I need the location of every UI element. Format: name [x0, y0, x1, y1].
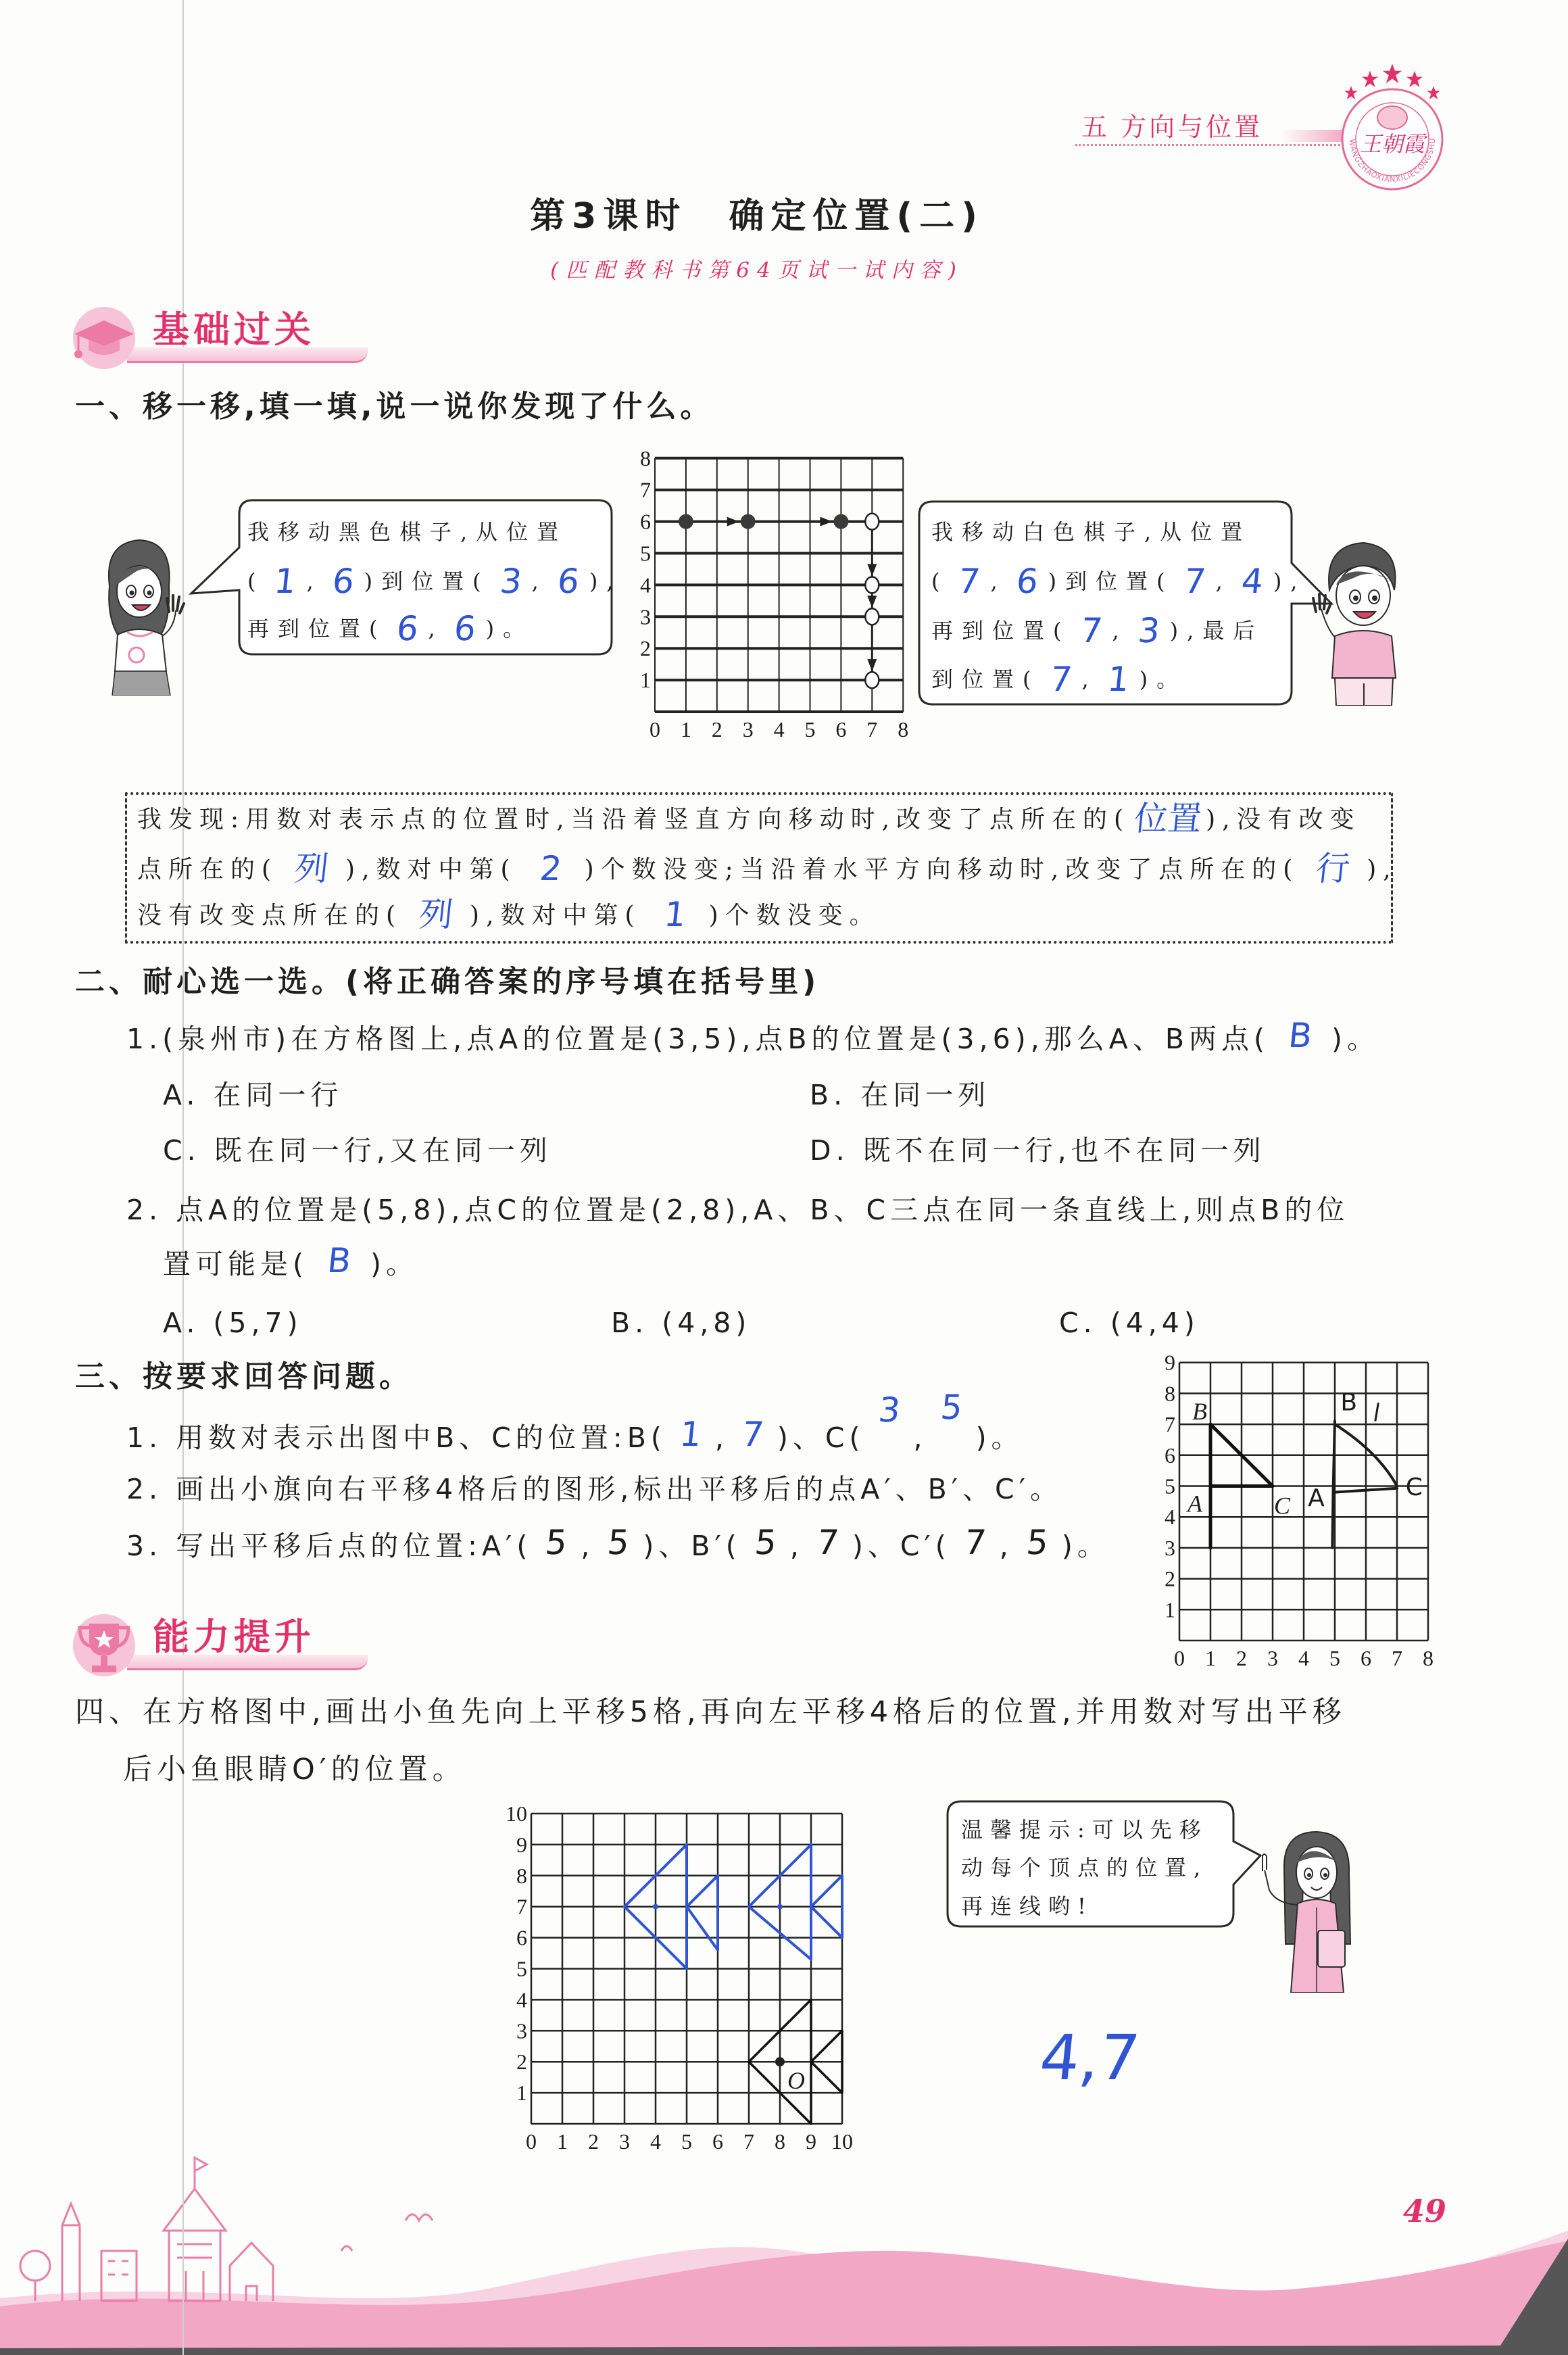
text-segment: , — [306, 568, 322, 594]
star-icon — [1383, 64, 1402, 83]
y-tick-label: 1 — [640, 668, 651, 693]
point-label-c: C — [1273, 1492, 1291, 1520]
unit-title-underline — [1075, 144, 1352, 146]
fish-grid — [506, 1801, 853, 2154]
text-segment: 再到位置( — [931, 618, 1071, 644]
point-label-a: A — [1187, 1490, 1202, 1518]
y-tick-label: 6 — [1165, 1442, 1175, 1467]
answer-blank[interactable]: 2 — [537, 849, 564, 888]
drawn-label-a: A — [1308, 1484, 1325, 1513]
castle-line-art — [20, 2158, 433, 2301]
x-tick-label: 6 — [712, 2129, 723, 2154]
fish-eye — [775, 2057, 785, 2066]
text-segment: , — [999, 1530, 1013, 1562]
q3-item-2: 2. 画出小旗向右平移4格后的图形,标出平移后的点A′、B′、C′。 — [126, 1473, 1062, 1505]
text-segment: ),没有改变 — [1206, 806, 1361, 833]
x-tick-label: 1 — [557, 2129, 568, 2154]
text-segment: ),数对中第( — [345, 856, 517, 883]
y-tick-label: 7 — [516, 1894, 527, 1919]
x-tick-label: 1 — [680, 717, 691, 742]
drawn-fish-tail — [687, 1876, 718, 1950]
girl-bubble-line-3 — [247, 609, 534, 648]
lesson-title: 第3课时 确定位置(二) — [530, 196, 984, 237]
drawn-fish-eye — [777, 1904, 783, 1910]
answer-blank[interactable]: 5 — [752, 1523, 779, 1562]
answer-blank[interactable]: 列 — [416, 895, 456, 934]
x-tick-label: 0 — [1174, 1646, 1185, 1670]
x-tick-label: 8 — [775, 2129, 785, 2154]
text-segment: , — [1112, 618, 1128, 644]
q1-heading: 一、移一移,填一填,说一说你发现了什么。 — [75, 389, 714, 424]
footer-decoration — [0, 2158, 1568, 2355]
tip-line-1: 温馨提示:可以先移 — [961, 1817, 1208, 1843]
x-tick-label: 3 — [1267, 1646, 1278, 1670]
logo-name: 王朝霞 — [1359, 131, 1425, 157]
text-segment: )、C′( — [852, 1530, 951, 1562]
text-segment: 3. 写出平移后点的位置:A′( — [126, 1530, 533, 1562]
tower-flag — [195, 2158, 207, 2189]
x-tick-label: 6 — [835, 717, 847, 742]
q3-item-1 — [126, 1388, 1024, 1455]
girl-illustration — [95, 533, 189, 696]
chess-board-grid — [640, 446, 908, 742]
x-tick-label: 4 — [1298, 1646, 1309, 1670]
star-icon — [1427, 86, 1440, 99]
answer-blank[interactable]: 6 — [451, 609, 478, 648]
text-segment: ),最后 — [1169, 618, 1264, 644]
text-segment: )到位置( — [364, 568, 490, 594]
text-segment: , — [990, 568, 1006, 594]
text-segment: 置可能是( — [163, 1248, 308, 1280]
lesson-subtitle: (匹配教科书第64页试一试内容) — [550, 258, 964, 283]
q3-heading: 三、按要求回答问题。 — [75, 1359, 413, 1394]
text-segment: 1.(泉州市)在方格图上,点A的位置是(3,5),点B的位置是(3,6),那么A、B两点( — [126, 1023, 1269, 1055]
text-segment: 点所在的( — [137, 856, 278, 883]
y-tick-label: 9 — [1165, 1350, 1175, 1375]
q2-item-2-stem-line-2 — [163, 1241, 418, 1281]
text-segment: )个数没变。 — [708, 902, 881, 929]
answer-blank[interactable]: 7 — [956, 562, 983, 601]
y-tick-label: 4 — [640, 573, 651, 598]
tower-roof — [164, 2189, 226, 2231]
answer-blank[interactable]: 6 — [555, 562, 581, 601]
move-arrowhead — [867, 564, 877, 576]
q4-heading-line-2: 后小鱼眼睛O′的位置。 — [123, 1753, 466, 1787]
move-arrowhead — [727, 517, 739, 527]
x-tick-label: 4 — [650, 2129, 661, 2154]
answer-blank[interactable]: 1 — [272, 562, 299, 601]
tip-line-2: 动每个顶点的位置, — [961, 1855, 1208, 1880]
text-segment: )到位置( — [1048, 568, 1174, 594]
answer-blank[interactable]: 1 — [1105, 660, 1131, 699]
text-segment: 再到位置( — [247, 616, 387, 641]
y-tick-label: 2 — [516, 2049, 527, 2074]
text-segment: 到位置( — [931, 666, 1040, 692]
x-tick-label: 1 — [1205, 1646, 1216, 1670]
answer-blank[interactable]: 7 — [739, 1415, 766, 1454]
x-tick-label: 3 — [619, 2129, 630, 2154]
y-tick-label: 2 — [1165, 1566, 1175, 1591]
x-tick-label: 4 — [773, 717, 785, 742]
discovery-line-1 — [137, 799, 1361, 838]
tree — [20, 2251, 50, 2281]
text-segment: , — [789, 1530, 804, 1562]
answer-blank[interactable]: 5 — [938, 1388, 964, 1427]
x-tick-label: 6 — [1361, 1646, 1371, 1670]
y-tick-label: 10 — [506, 1801, 527, 1826]
white-chess-piece — [865, 608, 879, 625]
q2-item-1-stem — [126, 1016, 1379, 1056]
answer-blank[interactable]: 3 — [876, 1390, 902, 1430]
small-house — [230, 2243, 273, 2301]
text-segment: )。 — [485, 616, 534, 641]
girl-bubble-line-2 — [247, 562, 622, 601]
drawn-fish-eye — [653, 1904, 658, 1910]
y-tick-label: 7 — [640, 477, 651, 502]
trophy-icon — [70, 1611, 138, 1679]
white-chess-piece — [865, 577, 879, 593]
text-segment: , — [913, 1422, 927, 1454]
x-tick-label: 2 — [588, 2129, 599, 2154]
y-tick-label: 8 — [640, 445, 651, 470]
text-segment: ), — [1273, 568, 1306, 594]
q4-heading-line-1: 四、在方格图中,画出小鱼先向上平移5格,再向左平移4格后的位置,并用数对写出平移 — [75, 1695, 1346, 1729]
y-tick-label: 6 — [640, 509, 651, 534]
bird-shape — [341, 2214, 433, 2251]
q3-item-3 — [126, 1523, 1110, 1563]
text-segment: ),数对中第( — [470, 902, 641, 929]
q2-item-2-option-a: A. (5,7) — [163, 1307, 303, 1339]
unit-title: 五 方向与位置 — [1081, 112, 1263, 142]
answer-blank[interactable]: 7 — [1078, 611, 1104, 650]
text-segment: 我发现:用数对表示点的位置时,当沿着竖直方向移动时,改变了点所在的( — [137, 806, 1131, 833]
text-segment: )、B′( — [643, 1530, 741, 1562]
fish-eye-label: O — [787, 2067, 805, 2095]
text-segment: , — [531, 568, 547, 594]
answer-blank[interactable]: 5 — [1024, 1523, 1050, 1562]
publisher-logo — [1335, 59, 1450, 198]
text-segment: 没有改变点所在的( — [137, 902, 403, 929]
x-tick-label: 7 — [866, 717, 878, 742]
answer-blank[interactable]: 7 — [962, 1523, 988, 1562]
q2-item-2-stem-line-1: 2. 点A的位置是(5,8),点C的位置是(2,8),A、B、C三点在同一条直线上,则点B的位 — [126, 1194, 1350, 1226]
point-label-b: B — [1192, 1398, 1207, 1426]
answer-blank[interactable]: 行 — [1314, 849, 1352, 888]
x-tick-label: 8 — [1423, 1646, 1434, 1670]
white-chess-piece — [865, 514, 879, 530]
y-tick-label: 3 — [516, 2018, 527, 2043]
q2-item-2-option-b: B. (4,8) — [611, 1307, 752, 1339]
text-segment: , — [1215, 568, 1231, 594]
x-tick-label: 5 — [681, 2129, 692, 2154]
answer-blank[interactable]: 5 — [606, 1523, 632, 1562]
x-tick-label: 5 — [804, 717, 816, 742]
section-title-basic: 基础过关 — [153, 308, 315, 351]
x-tick-label: 2 — [711, 717, 722, 742]
answer-blank[interactable]: 1 — [677, 1415, 704, 1454]
answer-blank[interactable]: 6 — [394, 609, 420, 648]
x-tick-label: 3 — [742, 717, 754, 742]
boy-bubble-line-3 — [931, 611, 1264, 650]
drawn-prime-mark — [1375, 1403, 1379, 1421]
star-icon — [1344, 86, 1358, 99]
building-windows — [108, 2261, 128, 2275]
text-segment: )。 — [370, 1248, 418, 1280]
text-segment: , — [1081, 666, 1098, 692]
y-tick-label: 2 — [640, 636, 651, 661]
text-segment: 1. 用数对表示出图中B、C的位置:B( — [126, 1422, 666, 1454]
white-chess-piece — [865, 672, 879, 688]
answer-blank[interactable]: 7 — [814, 1523, 841, 1562]
y-tick-label: 4 — [1165, 1505, 1175, 1530]
move-arrowhead — [820, 517, 832, 527]
y-tick-label: 3 — [640, 604, 651, 629]
text-segment: , — [428, 616, 444, 641]
y-tick-label: 8 — [1165, 1381, 1175, 1406]
answer-blank[interactable]: 列 — [292, 849, 331, 888]
x-tick-label: 0 — [526, 2129, 537, 2154]
answer-blank[interactable]: B — [325, 1241, 353, 1280]
drawn-label-b: B — [1340, 1388, 1358, 1417]
x-tick-label: 10 — [831, 2129, 853, 2154]
y-tick-label: 1 — [516, 2081, 527, 2106]
y-tick-label: 4 — [516, 1987, 527, 2012]
text-segment: )个数没变;当沿着水平方向移动时,改变了点所在的( — [584, 856, 1300, 883]
text-segment: ), — [589, 568, 622, 594]
y-tick-label: 1 — [1165, 1597, 1175, 1622]
y-tick-label: 7 — [1165, 1412, 1175, 1437]
q2-item-2-option-c: C. (4,4) — [1059, 1307, 1200, 1339]
drawn-label-c: C — [1405, 1474, 1423, 1502]
boy-bubble-line-4 — [931, 660, 1187, 699]
teacher-illustration — [1249, 1829, 1364, 1993]
move-arrowhead — [867, 659, 877, 671]
pencil-tower — [62, 2204, 80, 2301]
move-arrowhead — [867, 596, 877, 608]
answer-blank[interactable]: 1 — [662, 895, 688, 934]
black-chess-piece — [741, 514, 756, 529]
text-segment: , — [714, 1422, 729, 1454]
q4-handwritten-answer[interactable]: 4,7 — [1036, 2022, 1143, 2094]
answer-blank[interactable]: 6 — [1014, 562, 1040, 601]
y-tick-label: 5 — [516, 1956, 527, 1981]
tip-line-3: 再连线哟! — [961, 1893, 1094, 1919]
logo-ring-textpath: WANGZHAOXIANXILIECONGSHU — [1347, 137, 1438, 185]
answer-blank[interactable]: 7 — [1181, 562, 1208, 601]
star-icon — [1406, 71, 1423, 87]
q2-heading: 二、耐心选一选。(将正确答案的序号填在括号里) — [75, 965, 820, 999]
x-tick-label: 7 — [1392, 1646, 1402, 1670]
answer-blank[interactable]: 6 — [330, 562, 356, 601]
x-tick-label: 9 — [806, 2129, 816, 2154]
answer-blank[interactable]: 5 — [543, 1523, 570, 1562]
x-tick-label: 8 — [898, 717, 909, 742]
logo-portrait — [1377, 106, 1407, 129]
answer-blank[interactable]: 位置 — [1132, 799, 1204, 838]
q2-item-1-option-a: A. 在同一行 — [163, 1079, 343, 1111]
y-tick-label: 5 — [640, 541, 651, 566]
text-segment: )。 — [975, 1422, 1024, 1454]
y-tick-label: 3 — [1165, 1535, 1175, 1560]
q2-item-1-option-d: D. 既不在同一行,也不在同一列 — [810, 1134, 1266, 1167]
black-chess-piece — [833, 514, 848, 529]
boy-bubble-line-2 — [931, 562, 1306, 601]
q2-item-1-option-b: B. 在同一列 — [810, 1079, 991, 1111]
text-segment: )、C( — [777, 1422, 865, 1454]
text-segment: )。 — [1061, 1530, 1110, 1562]
section-badge-basic — [70, 304, 395, 372]
answer-blank[interactable]: 7 — [1048, 660, 1074, 699]
discovery-line-2 — [137, 849, 1398, 888]
answer-blank[interactable]: 4 — [1239, 562, 1265, 601]
text-segment: ( — [247, 568, 265, 594]
graduation-cap-icon — [70, 304, 138, 372]
text-segment: , — [581, 1530, 595, 1562]
x-tick-label: 7 — [743, 2129, 754, 2154]
flag-grid — [1165, 1351, 1434, 1670]
text-segment: ), — [1367, 856, 1398, 883]
page-number: 49 — [1403, 2193, 1447, 2229]
girl-bubble-line-1: 我移动黑色棋子,从位置 — [247, 519, 568, 545]
boy-illustration — [1306, 533, 1412, 706]
discovery-line-3 — [137, 895, 881, 934]
black-chess-piece — [679, 514, 693, 529]
text-segment: )。 — [1139, 666, 1187, 692]
star-icon — [1362, 71, 1378, 87]
answer-blank[interactable]: B — [1286, 1016, 1315, 1055]
y-tick-label: 6 — [516, 1925, 527, 1950]
y-tick-label: 9 — [516, 1832, 527, 1857]
y-tick-label: 5 — [1165, 1474, 1175, 1499]
x-tick-label: 2 — [1236, 1646, 1247, 1670]
section-badge-advanced — [70, 1611, 395, 1679]
boy-bubble-line-1: 我移动白色棋子,从位置 — [931, 519, 1252, 545]
section-title-advanced: 能力提升 — [153, 1616, 315, 1658]
x-tick-label: 0 — [650, 717, 660, 742]
q2-item-1-option-c: C. 既在同一行,又在同一列 — [163, 1134, 552, 1167]
y-tick-label: 8 — [516, 1863, 527, 1888]
answer-blank[interactable]: 3 — [497, 562, 524, 601]
text-segment: ( — [931, 568, 949, 594]
main-tower — [169, 2231, 220, 2301]
text-segment: )。 — [1331, 1023, 1379, 1055]
x-tick-label: 5 — [1329, 1646, 1340, 1670]
answer-blank[interactable]: 3 — [1135, 611, 1162, 650]
